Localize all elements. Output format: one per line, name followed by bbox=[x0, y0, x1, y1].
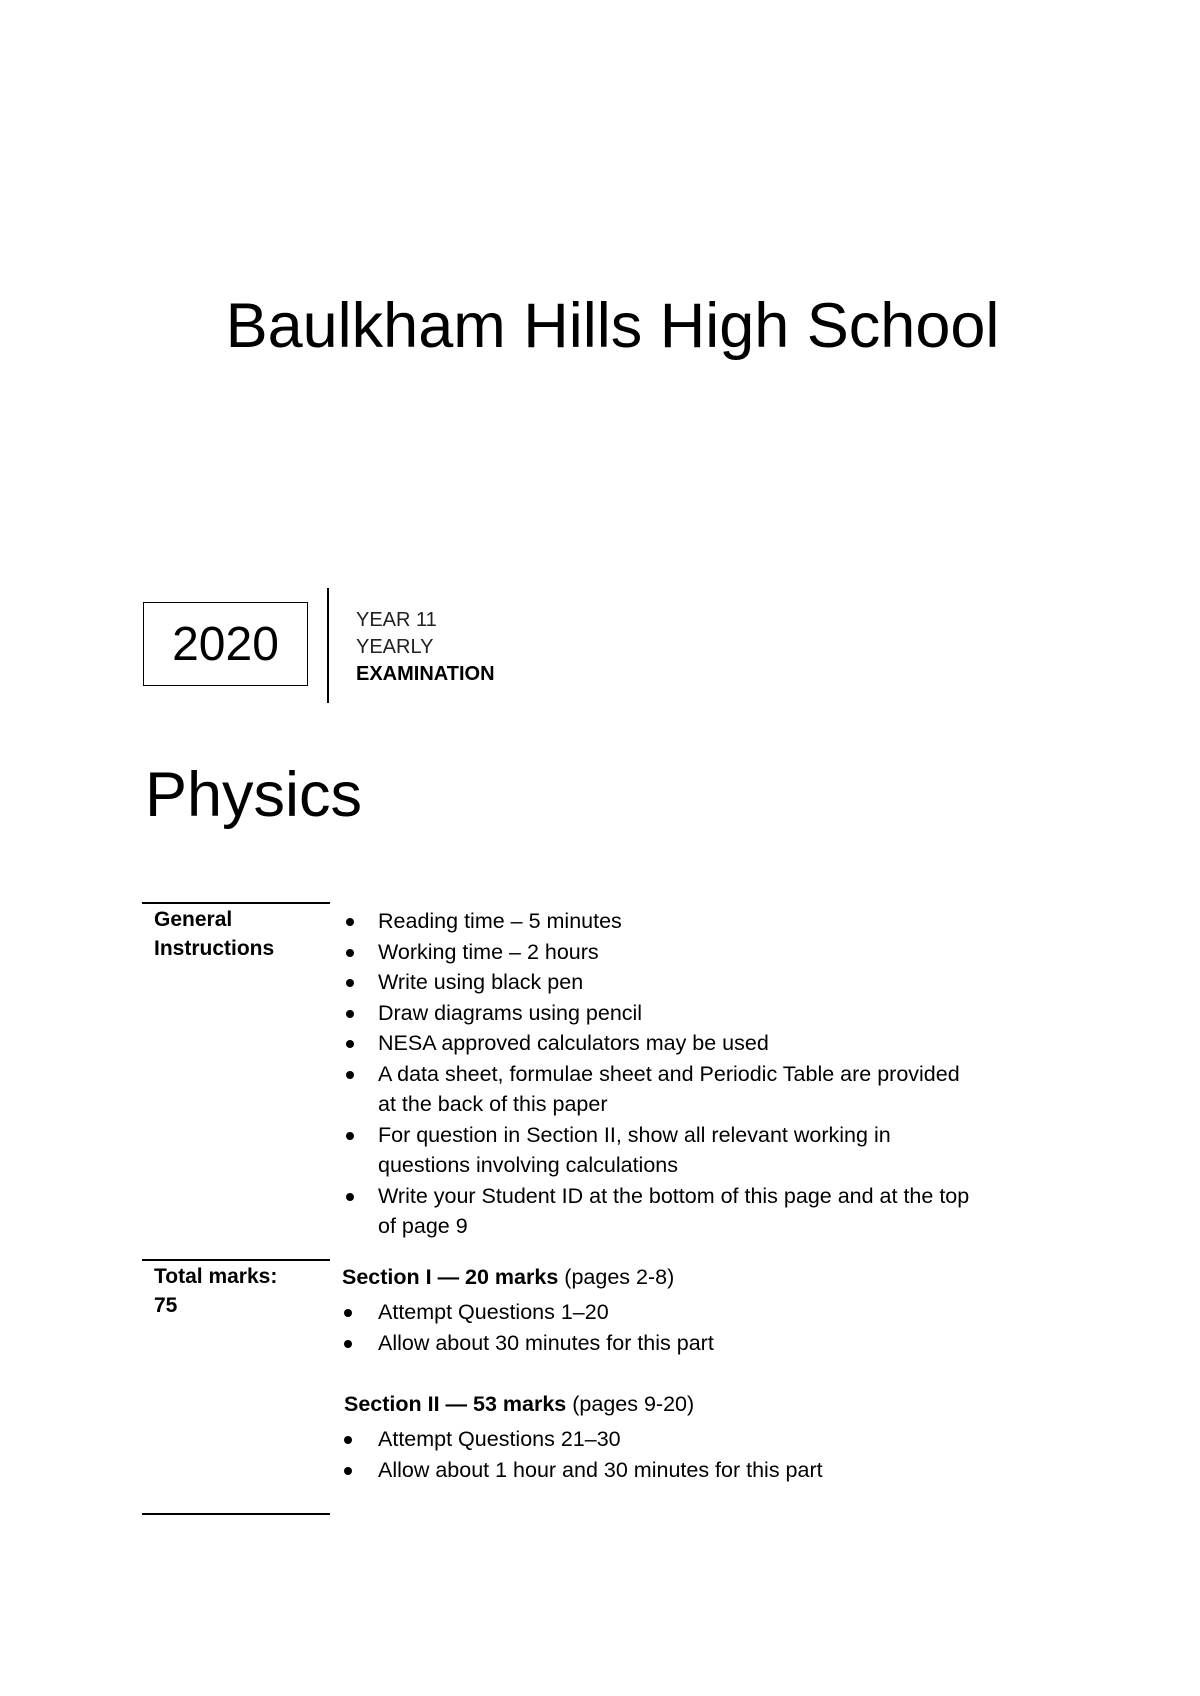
list-item: Allow about 30 minutes for this part bbox=[342, 1328, 982, 1359]
exam-line-year-level: YEAR 11 bbox=[356, 609, 437, 631]
total-marks-value: 75 bbox=[154, 1294, 178, 1317]
list-item: Working time – 2 hours bbox=[342, 937, 982, 968]
section-1-heading: Section I — 20 marks (pages 2-8) bbox=[342, 1265, 675, 1289]
general-instructions-list bbox=[342, 906, 982, 1242]
total-marks-label: Total marks: 75 bbox=[154, 1262, 277, 1320]
list-item: Attempt Questions 21–30 bbox=[342, 1424, 982, 1455]
exam-year-box: 2020 bbox=[143, 602, 308, 686]
list-item: Write using black pen bbox=[342, 967, 982, 998]
list-item: A data sheet, formulae sheet and Periodic Table are provided at the back of this paper bbox=[342, 1059, 982, 1120]
list-item: NESA approved calculators may be used bbox=[342, 1028, 982, 1059]
section-1-list bbox=[342, 1297, 982, 1358]
list-item: Write your Student ID at the bottom of this page and at the top of page 9 bbox=[342, 1181, 982, 1242]
list-item: Draw diagrams using pencil bbox=[342, 998, 982, 1029]
list-item: For question in Section II, show all relevant working in questions involving calculations bbox=[342, 1120, 982, 1181]
bottom-rule bbox=[142, 1513, 330, 1515]
total-marks-rule bbox=[142, 1259, 330, 1261]
general-instructions-rule bbox=[142, 902, 330, 904]
exam-type-label bbox=[356, 607, 495, 688]
list-item: Allow about 1 hour and 30 minutes for this part bbox=[342, 1455, 982, 1486]
general-instructions-label: General Instructions bbox=[154, 908, 275, 960]
header-divider bbox=[327, 588, 329, 703]
list-item: Attempt Questions 1–20 bbox=[342, 1297, 982, 1328]
exam-line-yearly: YEARLY bbox=[356, 636, 434, 658]
subject-title: Physics bbox=[145, 760, 363, 830]
section-2-list bbox=[342, 1424, 982, 1485]
list-item: Reading time – 5 minutes bbox=[342, 906, 982, 937]
exam-line-examination: EXAMINATION bbox=[356, 663, 495, 685]
school-name: Baulkham Hills High School bbox=[225, 291, 1000, 361]
section-2-heading: Section II — 53 marks (pages 9-20) bbox=[344, 1392, 695, 1416]
